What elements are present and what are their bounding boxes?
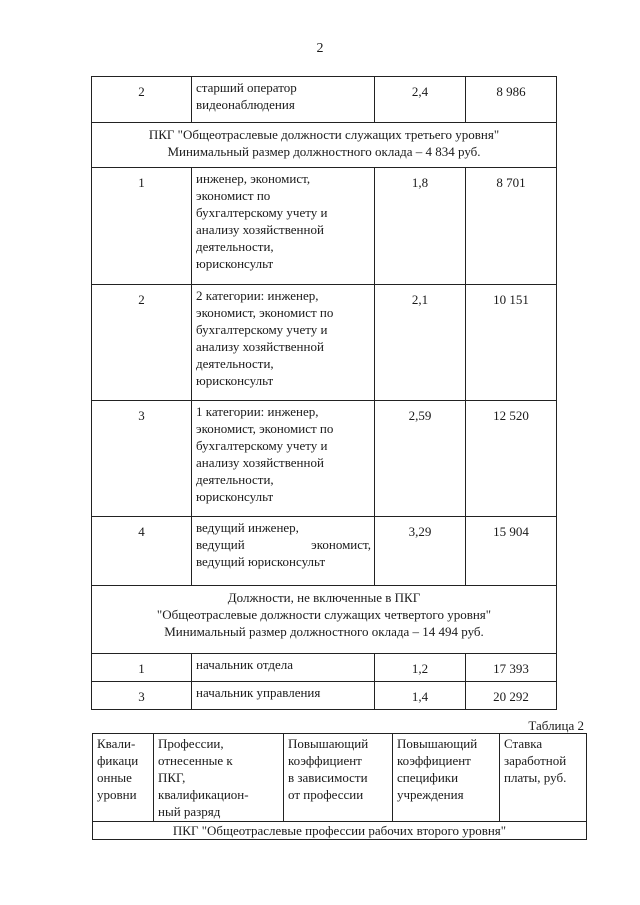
table-row — [92, 654, 557, 682]
table-row — [92, 517, 557, 586]
profession-line: бухгалтерскому учету и — [196, 322, 328, 337]
profession-line: 2 категории: инженер, — [196, 288, 319, 303]
salary-table — [91, 76, 557, 710]
profession-line: экономист по — [196, 188, 271, 203]
group-line: Должности, не включенные в ПКГ — [227, 590, 421, 605]
profession-cell — [192, 682, 375, 710]
profession-line: начальник управления — [196, 685, 321, 700]
header-institution-coefficient — [393, 734, 500, 822]
qualification-level-cell: 1 — [92, 654, 192, 682]
profession-line: старший оператор — [196, 80, 297, 95]
salary-cell: 17 393 — [466, 654, 557, 682]
header-line: Ставка — [504, 736, 543, 751]
header-line: учреждения — [397, 787, 464, 802]
header-line: Повышающий — [397, 736, 478, 751]
profession-line: юрисконсульт — [196, 489, 274, 504]
header-line: в зависимости — [288, 770, 368, 785]
group-line: Минимальный размер должностного оклада – 14 494 руб. — [164, 624, 484, 639]
salary-cell: 8 701 — [466, 168, 557, 285]
table-row — [92, 401, 557, 517]
profession-line: инженер, экономист, — [196, 171, 311, 186]
qualification-level-cell: 2 — [92, 285, 192, 401]
profession-line: бухгалтерскому учету и — [196, 438, 328, 453]
header-line: коэффициент — [397, 753, 471, 768]
profession-cell — [192, 77, 375, 123]
profession-line: анализу хозяйственной — [196, 455, 324, 470]
coefficient-cell: 2,4 — [375, 77, 466, 123]
header-line: платы, руб. — [504, 770, 567, 785]
profession-line: ведущий инженер, — [196, 520, 299, 535]
profession-cell — [192, 168, 375, 285]
header-qualification-levels — [93, 734, 154, 822]
group-title — [92, 123, 557, 168]
profession-cell — [192, 654, 375, 682]
profession-line: анализу хозяйственной — [196, 339, 324, 354]
group-row — [92, 586, 557, 654]
coefficient-cell: 1,8 — [375, 168, 466, 285]
salary-cell: 8 986 — [466, 77, 557, 123]
coefficient-cell: 3,29 — [375, 517, 466, 586]
profession-line: деятельности, — [196, 356, 274, 371]
profession-line: деятельности, — [196, 472, 274, 487]
profession-line: экономист, экономист по — [196, 421, 334, 436]
header-line: специфики — [397, 770, 459, 785]
profession-line: бухгалтерскому учету и — [196, 205, 328, 220]
header-profession-coefficient — [284, 734, 393, 822]
qualification-level-cell: 3 — [92, 682, 192, 710]
header-line: коэффициент — [288, 753, 362, 768]
header-line: Профессии, — [158, 736, 224, 751]
coefficient-cell: 1,4 — [375, 682, 466, 710]
profession-cell — [192, 401, 375, 517]
page-number: 2 — [316, 41, 324, 56]
header-professions — [154, 734, 284, 822]
profession-line: начальник отдела — [196, 657, 294, 672]
coefficient-cell: 2,59 — [375, 401, 466, 517]
coefficient-cell: 1,2 — [375, 654, 466, 682]
group-title — [92, 586, 557, 654]
worker-rates-table — [92, 733, 587, 840]
table2-label: Таблица 2 — [528, 718, 584, 733]
qualification-level-cell: 3 — [92, 401, 192, 517]
header-line: онные — [97, 770, 132, 785]
header-line: Повышающий — [288, 736, 369, 751]
table-row — [92, 682, 557, 710]
coefficient-cell: 2,1 — [375, 285, 466, 401]
header-line: ПКГ, — [158, 770, 186, 785]
salary-cell: 20 292 — [466, 682, 557, 710]
profession-line: экономист, экономист по — [196, 305, 334, 320]
header-wage-rate — [500, 734, 587, 822]
profession-line: деятельности, — [196, 239, 274, 254]
profession-line: ведущий экономист, — [196, 537, 371, 552]
profession-cell — [192, 517, 375, 586]
table2-group-row — [93, 822, 587, 840]
salary-cell: 12 520 — [466, 401, 557, 517]
header-line: квалификацион- — [158, 787, 249, 802]
profession-line: юрисконсульт — [196, 256, 274, 271]
profession-cell — [192, 285, 375, 401]
group-line: "Общеотраслевые должности служащих четвертого уровня" — [156, 607, 492, 622]
group-row — [92, 123, 557, 168]
header-line: уровни — [97, 787, 137, 802]
qualification-level-cell: 1 — [92, 168, 192, 285]
table2-header-row — [93, 734, 587, 822]
group-title: ПКГ "Общеотраслевые профессии рабочих второго уровня" — [93, 822, 587, 840]
salary-cell: 15 904 — [466, 517, 557, 586]
profession-line: ведущий юрисконсульт — [196, 554, 326, 569]
salary-cell: 10 151 — [466, 285, 557, 401]
group-line: ПКГ "Общеотраслевые должности служащих третьего уровня" — [148, 127, 500, 142]
profession-line: юрисконсульт — [196, 373, 274, 388]
header-line: отнесенные к — [158, 753, 233, 768]
profession-line: анализу хозяйственной — [196, 222, 324, 237]
table-row — [92, 77, 557, 123]
header-line: фикаци — [97, 753, 139, 768]
header-line: Квали- — [97, 736, 136, 751]
profession-line: видеонаблюдения — [196, 97, 295, 112]
group-line: Минимальный размер должностного оклада – 4 834 руб. — [167, 144, 481, 159]
header-line: ный разряд — [158, 804, 221, 819]
header-line: заработной — [504, 753, 567, 768]
header-line: от профессии — [288, 787, 364, 802]
table-row — [92, 168, 557, 285]
qualification-level-cell: 4 — [92, 517, 192, 586]
profession-line: 1 категории: инженер, — [196, 404, 319, 419]
table-row — [92, 285, 557, 401]
qualification-level-cell: 2 — [92, 77, 192, 123]
